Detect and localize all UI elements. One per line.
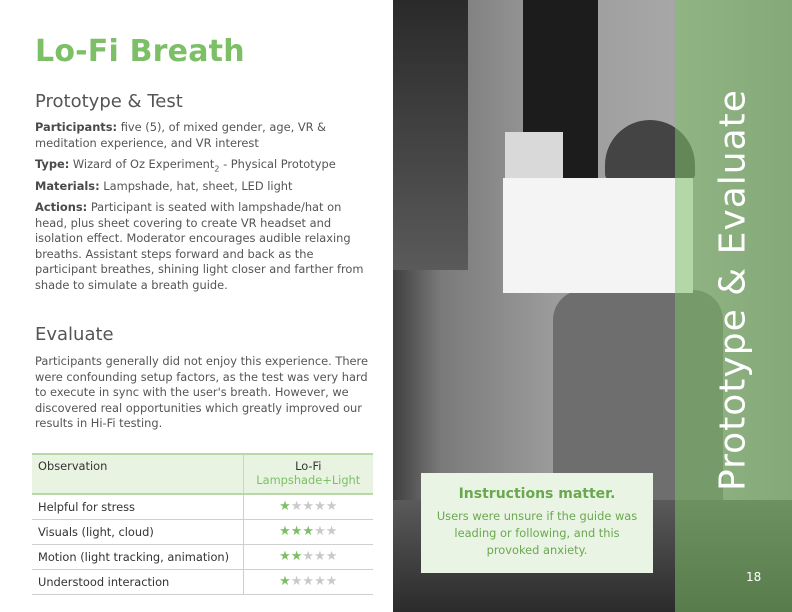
observation-table xyxy=(32,453,373,595)
participants-text: five (5), of mixed gender, age, VR & meditation experience, and VR interest xyxy=(35,120,327,150)
photo-lampshade xyxy=(503,178,693,293)
section-title-vertical xyxy=(675,0,792,612)
insight-callout xyxy=(421,473,653,573)
participants-label: Participants: xyxy=(35,120,118,134)
section-band xyxy=(675,0,792,612)
star-rating xyxy=(243,494,373,519)
star-filled-icon: ★ xyxy=(279,574,291,589)
table-row xyxy=(32,569,373,594)
star-filled-icon: ★★ xyxy=(279,549,303,564)
photo-door xyxy=(393,0,468,270)
observation-column-header: Observation xyxy=(32,454,243,494)
row-label: Motion (light tracking, animation) xyxy=(32,544,243,569)
type-text: Wizard of Oz Experiment xyxy=(72,157,215,171)
star-rating xyxy=(243,569,373,594)
table-row xyxy=(32,544,373,569)
type-label: Type: xyxy=(35,157,70,171)
materials-paragraph xyxy=(35,179,375,195)
evaluate-paragraph: Participants generally did not enjoy this experience. There were confounding setup factors, as the test was very hard to execute in sync with the user's breath. However, we discovered real opportunities which greatly improved our results in Hi-Fi testing. xyxy=(35,354,368,430)
materials-label: Materials: xyxy=(35,179,100,193)
type-subscript: 2 xyxy=(214,164,220,174)
participants-paragraph xyxy=(35,120,375,151)
star-rating xyxy=(243,544,373,569)
type-paragraph xyxy=(35,157,375,177)
page-number: 18 xyxy=(746,570,762,584)
type-text-b: - Physical Prototype xyxy=(219,157,336,171)
actions-paragraph xyxy=(35,200,375,293)
row-label: Helpful for stress xyxy=(32,494,243,519)
row-label: Understood interaction xyxy=(32,569,243,594)
materials-text: Lampshade, hat, sheet, LED light xyxy=(103,179,293,193)
evaluate-heading: Evaluate xyxy=(35,324,114,345)
table-row xyxy=(32,519,373,544)
star-empty-icon: ★★★ xyxy=(302,549,338,564)
actions-text: Participant is seated with lampshade/hat on head, plus sheet covering to create VR headset and isolation effect. Moderator encourages audible relaxing breaths. Assistant steps forward and back as the participant breathes, shining light closer and farther from shade to simulate a breath guide. xyxy=(35,200,364,292)
table-row xyxy=(32,494,373,519)
star-empty-icon: ★★ xyxy=(314,524,338,539)
page-title: Lo-Fi Breath xyxy=(35,34,245,69)
callout-body: Users were unsure if the guide was leading or following, and this provoked anxiety. xyxy=(436,509,638,557)
star-rating xyxy=(243,519,373,544)
table-header-row xyxy=(32,454,373,494)
lofi-column-header xyxy=(243,454,373,494)
photo-sign xyxy=(505,132,563,178)
star-filled-icon: ★★★ xyxy=(279,524,315,539)
actions-label: Actions: xyxy=(35,200,88,214)
lofi-header-label: Lo-Fi xyxy=(295,459,322,473)
content-column xyxy=(0,0,393,612)
star-empty-icon: ★★★★ xyxy=(290,499,338,515)
prototype-heading: Prototype & Test xyxy=(35,91,183,112)
lofi-header-sublabel: Lampshade+Light xyxy=(256,473,361,487)
callout-title: Instructions matter. xyxy=(458,486,616,502)
star-filled-icon: ★ xyxy=(279,499,291,515)
row-label: Visuals (light, cloud) xyxy=(32,519,243,544)
section-title: Prototype & Evaluate xyxy=(712,89,754,491)
star-empty-icon: ★★★★ xyxy=(290,574,338,589)
